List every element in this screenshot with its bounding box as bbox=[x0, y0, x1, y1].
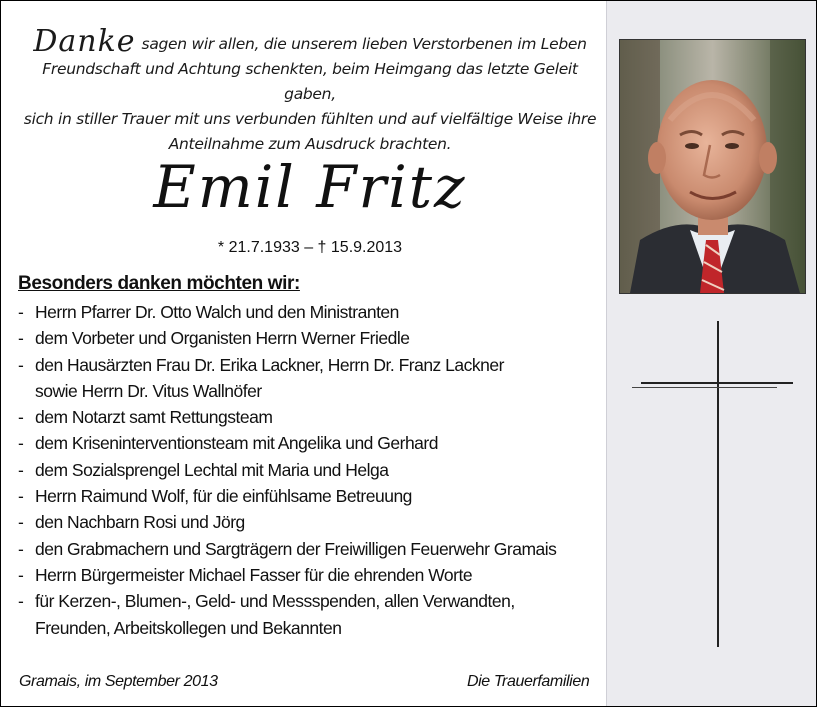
list-item: - dem Notarzt samt Rettungsteam bbox=[18, 407, 273, 428]
intro-lead-word: Danke bbox=[33, 24, 136, 59]
list-item: - dem Vorbeter und Organisten Herrn Werner Friedle bbox=[18, 328, 410, 349]
list-item: - Herrn Pfarrer Dr. Otto Walch und den Ministranten bbox=[18, 302, 399, 322]
intro-line-3: sich in stiller Trauer mit uns verbunden fühlten und auf vielfältige Weise ihre bbox=[23, 110, 597, 128]
list-item: - für Kerzen-, Blumen-, Geld- und Messspenden, allen Verwandten, bbox=[18, 591, 515, 612]
life-dates: * 21.7.1933 – † 15.9.2013 bbox=[217, 239, 403, 256]
list-item: - dem Kriseninterventionsteam mit Angelika und Gerhard bbox=[18, 433, 438, 454]
thanks-heading: Besonders danken möchten wir: bbox=[18, 273, 300, 294]
list-item-continuation: Freunden, Arbeitskollegen und Bekannten bbox=[35, 617, 342, 638]
deceased-name: Emil Fritz bbox=[153, 153, 467, 221]
list-item: - Herrn Raimund Wolf, für die einfühlsame Betreuung bbox=[18, 486, 412, 507]
cross-horizontal-bar bbox=[641, 382, 793, 384]
cross-vertical-bar bbox=[717, 321, 719, 647]
cross-horizontal-shadow bbox=[632, 387, 777, 388]
intro-text bbox=[19, 24, 601, 157]
list-item: - dem Sozialsprengel Lechtal mit Maria und Helga bbox=[18, 459, 389, 480]
place-date: Gramais, im September 2013 bbox=[19, 673, 218, 690]
signature: Die Trauerfamilien bbox=[467, 673, 590, 690]
list-item: - den Nachbarn Rosi und Jörg bbox=[18, 512, 245, 533]
list-item: - den Grabmachern und Sargträgern der Freiwilligen Feuerwehr Gramais bbox=[18, 538, 557, 559]
portrait-photo bbox=[619, 39, 806, 294]
list-item: - Herrn Bürgermeister Michael Fasser für die ehrenden Worte bbox=[18, 564, 473, 585]
intro-line-2: Freundschaft und Achtung schenkten, beim Heimgang das letzte Geleit gaben, bbox=[42, 60, 578, 103]
intro-line-4: Anteilnahme zum Ausdruck brachten. bbox=[168, 135, 452, 153]
list-item: - den Hausärzten Frau Dr. Erika Lackner, Herrn Dr. Franz Lackner bbox=[18, 354, 504, 375]
list-item-continuation: sowie Herrn Dr. Vitus Wallnöfer bbox=[35, 380, 262, 401]
intro-line-1: sagen wir allen, die unserem lieben Verstorbenen im Leben bbox=[141, 35, 587, 53]
thanks-list bbox=[18, 299, 608, 641]
